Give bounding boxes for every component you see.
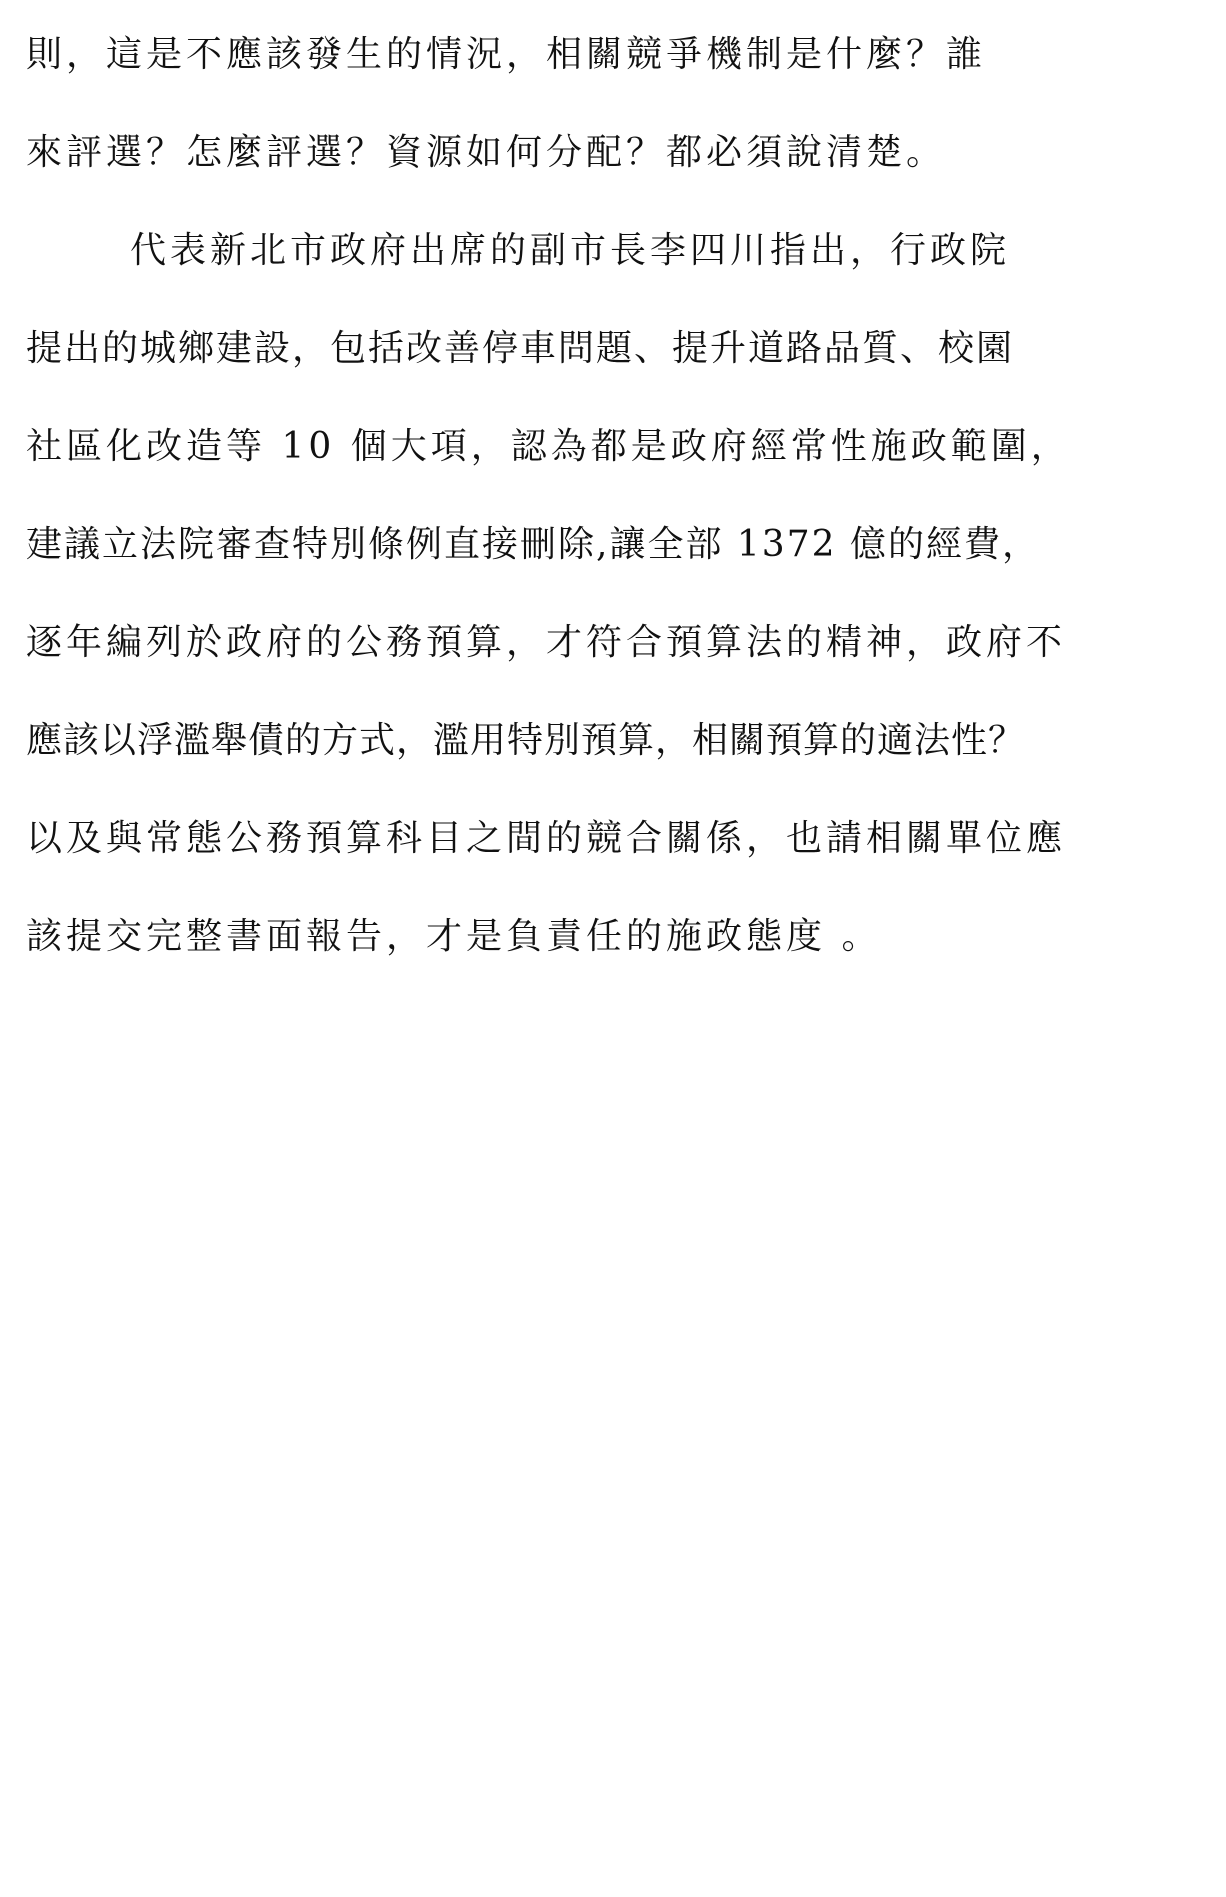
text-line: 則，這是不應該發生的情況，相關競爭機制是什麼？誰 (26, 34, 987, 75)
text-line: 提出的城鄉建設，包括改善停車問題、提升道路品質、校園 (26, 328, 1015, 369)
paragraph-start-line: 代表新北市政府出席的副市長李四川指出，行政院 (130, 230, 1011, 271)
body-text (26, 6, 1216, 986)
text-line: 社區化改造等 10 個大項，認為都是政府經常性施政範圍， (26, 426, 1071, 467)
text-line: 建議立法院審查特別條例直接刪除,讓全部 1372 億的經費， (26, 524, 1040, 565)
text-line: 逐年編列於政府的公務預算，才符合預算法的精神，政府不 (26, 622, 1067, 663)
text-line: 以及與常態公務預算科目之間的競合關係，也請相關單位應 (26, 818, 1067, 859)
text-line: 來評選？怎麼評選？資源如何分配？都必須說清楚。 (26, 132, 947, 173)
text-line: 該提交完整書面報告，才是負責任的施政態度 。 (26, 916, 882, 957)
text-line: 應該以浮濫舉債的方式，濫用特別預算，相關預算的適法性？ (26, 720, 1026, 761)
